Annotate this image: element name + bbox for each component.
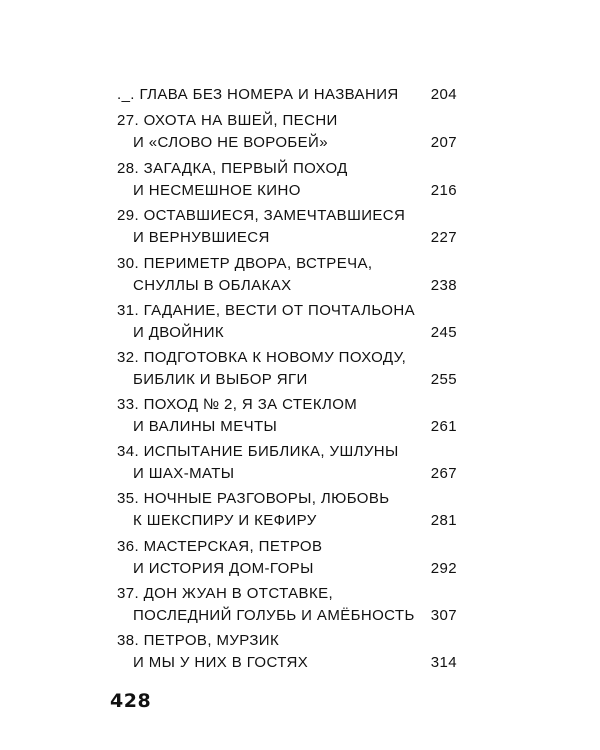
toc-entry-title-line2: И ВЕРНУВШИЕСЯ [133,229,270,246]
toc-entry-title-line1: 33. ПОХОД № 2, Я ЗА СТЕКЛОМ [117,396,358,413]
toc-entry-title-line1: 31. ГАДАНИЕ, ВЕСТИ ОТ ПОЧТАЛЬОНА [117,302,415,319]
toc-entry-32 [117,347,457,391]
toc-entry-title-line2: И ДВОЙНИК [133,324,225,341]
toc-entry-27 [117,110,457,154]
toc-entry-title-line2: И МЫ У НИХ В ГОСТЯХ [133,654,309,671]
toc-entry-37 [117,583,457,627]
toc-entry-title-line2: И ИСТОРИЯ ДОМ-ГОРЫ [133,560,314,577]
toc-entry-page: 255 [430,371,457,388]
toc-entry-page: 307 [430,607,457,624]
toc-entry-29 [117,205,457,249]
toc-entry-page: 216 [430,182,457,199]
toc-entry-28 [117,158,457,202]
toc-entry-31 [117,300,457,344]
toc-entry-title-line1: 37. ДОН ЖУАН В ОТСТАВКЕ, [117,585,334,602]
toc-entry-page: 204 [430,86,457,103]
toc-entry-title-line2: СНУЛЛЫ В ОБЛАКАХ [133,277,292,294]
toc-entry-title-line2: БИБЛИК И ВЫБОР ЯГИ [133,371,308,388]
toc-entry-30 [117,253,457,297]
toc-entry-page: 314 [430,654,457,671]
toc-entry-title-line1: 36. МАСТЕРСКАЯ, ПЕТРОВ [117,538,323,555]
toc-entry-title-line1: 34. ИСПЫТАНИЕ БИБЛИКА, УШЛУНЫ [117,443,399,460]
toc-entry-title-line1: 27. ОХОТА НА ВШЕЙ, ПЕСНИ [117,112,338,129]
toc-entry-title-line1: 38. ПЕТРОВ, МУРЗИК [117,632,280,649]
toc-entry-page: 261 [430,418,457,435]
toc-entry-page: 207 [430,134,457,151]
page-number: 428 [110,690,152,712]
toc-entry-title-line2: И НЕСМЕШНОЕ КИНО [133,182,301,199]
toc-entry-title-line1: 29. ОСТАВШИЕСЯ, ЗАМЕЧТАВШИЕСЯ [117,207,406,224]
toc-entry-title-line2: К ШЕКСПИРУ И КЕФИРУ [133,512,317,529]
toc-entry-title-line2: И ШАХ-МАТЫ [133,465,235,482]
toc-entry-38 [117,630,457,674]
toc-entry-title-line1: 35. НОЧНЫЕ РАЗГОВОРЫ, ЛЮБОВЬ [117,490,390,507]
toc-entry-page: 281 [430,512,457,529]
toc-entry-page: 245 [430,324,457,341]
toc-entry-title-line1: 32. ПОДГОТОВКА К НОВОМУ ПОХОДУ, [117,349,407,366]
toc-entry-page: 267 [430,465,457,482]
toc-entry-34 [117,441,457,485]
toc-entry-page: 292 [430,560,457,577]
toc-entry-title-line2: И «СЛОВО НЕ ВОРОБЕЙ» [133,134,328,151]
toc-entry-title-line2: И ВАЛИНЫ МЕЧТЫ [133,418,278,435]
toc-entry-title-line2: ПОСЛЕДНИЙ ГОЛУБЬ И АМЁБНОСТЬ [133,607,415,624]
toc-entry-title-line1: 28. ЗАГАДКА, ПЕРВЫЙ ПОХОД [117,160,348,177]
toc-entry-untitled-chapter [117,84,457,106]
toc-entry-title-line1: 30. ПЕРИМЕТР ДВОРА, ВСТРЕЧА, [117,255,373,272]
toc-entry-title: ._. ГЛАВА БЕЗ НОМЕРА И НАЗВАНИЯ [117,86,399,103]
toc-entry-33 [117,394,457,438]
toc-entry-35 [117,488,457,532]
toc-entry-36 [117,536,457,580]
toc-entry-page: 227 [430,229,457,246]
toc-entry-page: 238 [430,277,457,294]
